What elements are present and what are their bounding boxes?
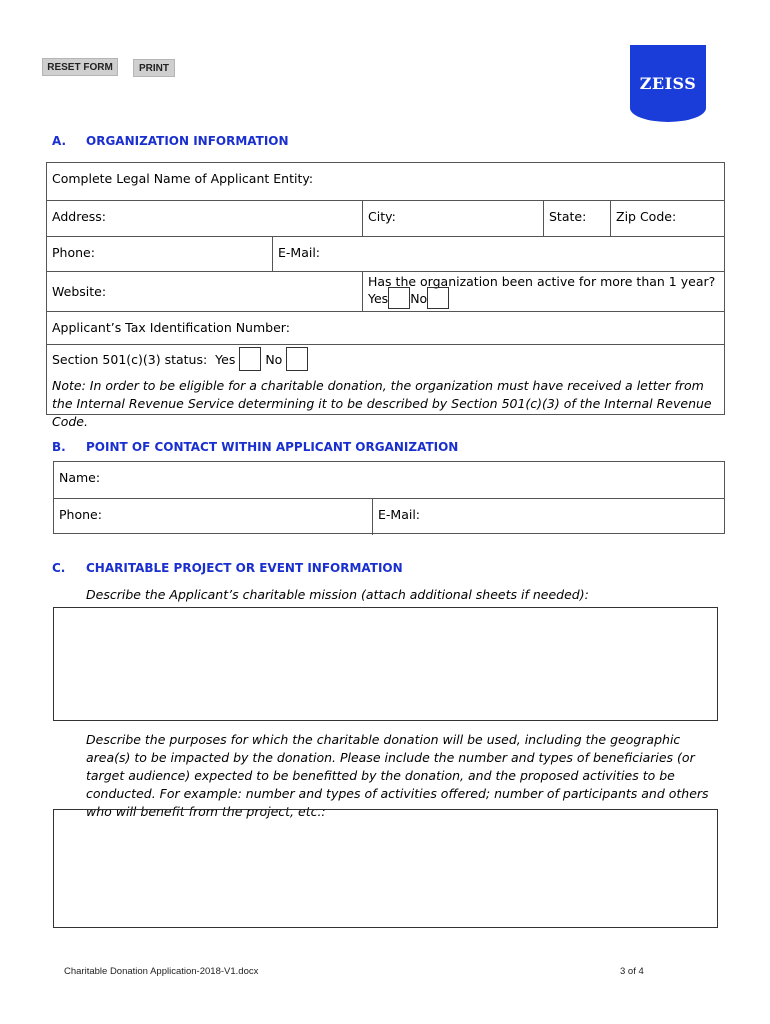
active-yes-checkbox[interactable]	[388, 287, 410, 309]
section-b-title: POINT OF CONTACT WITHIN APPLICANT ORGANIZATION	[86, 440, 459, 454]
state-field[interactable]	[543, 201, 610, 236]
address-row	[47, 200, 724, 236]
email-field[interactable]	[272, 237, 724, 271]
active-no-checkbox[interactable]	[427, 287, 449, 309]
print-button[interactable]: PRINT	[133, 59, 175, 77]
section-b-letter: B.	[52, 440, 66, 454]
status-yes-label: Yes	[215, 352, 236, 367]
contact-phone-email-row	[54, 498, 724, 535]
active-question: Has the organization been active for more than 1 year?	[368, 274, 716, 289]
tax-id-label: Applicant’s Tax Identification Number:	[52, 320, 290, 335]
zip-field[interactable]	[610, 201, 724, 236]
status-no-checkbox[interactable]	[286, 347, 308, 371]
website-row	[47, 271, 724, 311]
purposes-prompt: Describe the purposes for which the charitable donation will be used, including the geographic area(s) to be impacted by the donation. Please include the number and types of beneficiaries (or target audience) expected to be benefitted by the donation, and the proposed activities to be conducted. For example: number and types of activities offered; number of participants and others who will benefit from the project, etc.:	[86, 732, 709, 819]
contact-phone-field[interactable]	[54, 499, 372, 535]
active-yes-label: Yes	[368, 291, 389, 306]
contact-email-field[interactable]	[372, 499, 724, 535]
mission-prompt: Describe the Applicant’s charitable mission (attach additional sheets if needed):	[86, 587, 589, 602]
status-cell	[47, 345, 724, 429]
section-c-heading	[52, 561, 403, 575]
zeiss-logo	[630, 45, 706, 122]
section-a-letter: A.	[52, 134, 67, 148]
zip-label: Zip Code:	[616, 209, 677, 224]
phone-field[interactable]	[47, 237, 272, 271]
tax-id-field[interactable]	[47, 312, 724, 344]
email-label: E-Mail:	[278, 245, 321, 260]
section-c-title: CHARITABLE PROJECT OR EVENT INFORMATION	[86, 561, 403, 575]
mission-textarea[interactable]	[53, 607, 718, 721]
active-question-cell	[362, 272, 724, 311]
contact-phone-label: Phone:	[59, 507, 102, 522]
contact-name-row	[54, 462, 724, 498]
purposes-textarea[interactable]	[53, 809, 718, 928]
logo-text: ZEISS	[639, 74, 697, 93]
city-label: City:	[368, 209, 396, 224]
address-label: Address:	[52, 209, 106, 224]
section-a-title: ORGANIZATION INFORMATION	[86, 134, 289, 148]
contact-table	[53, 461, 725, 534]
status-row	[47, 344, 724, 429]
website-label: Website:	[52, 284, 107, 299]
footer-page-number: 3 of 4	[620, 966, 644, 977]
phone-email-row	[47, 236, 724, 271]
contact-email-label: E-Mail:	[378, 507, 421, 522]
phone-label: Phone:	[52, 245, 95, 260]
address-field[interactable]	[47, 201, 362, 236]
section-b-heading	[52, 440, 458, 454]
contact-name-field[interactable]	[54, 462, 724, 498]
status-yes-checkbox[interactable]	[239, 347, 261, 371]
organization-info-table	[46, 162, 725, 429]
legal-name-field[interactable]	[47, 163, 724, 200]
tax-id-row	[47, 311, 724, 344]
active-no-label: No	[410, 291, 428, 306]
reset-form-button[interactable]: RESET FORM	[42, 58, 118, 76]
contact-name-label: Name:	[59, 470, 101, 485]
footer-doc-name: Charitable Donation Application-2018-V1.docx	[64, 966, 259, 977]
city-field[interactable]	[362, 201, 543, 236]
status-label: Section 501(c)(3) status:	[52, 352, 208, 367]
eligibility-note: Note: In order to be eligible for a charitable donation, the organization must have received a letter from the Internal Revenue Service determining it to be described by Section 501(c)(3) of the Internal Revenue Code.	[52, 378, 712, 429]
legal-name-row	[47, 163, 724, 200]
legal-name-label: Complete Legal Name of Applicant Entity:	[52, 171, 314, 186]
website-field[interactable]	[47, 272, 362, 311]
state-label: State:	[549, 209, 587, 224]
section-a-heading	[52, 134, 289, 148]
section-c-letter: C.	[52, 561, 66, 575]
status-no-label: No	[265, 352, 283, 367]
